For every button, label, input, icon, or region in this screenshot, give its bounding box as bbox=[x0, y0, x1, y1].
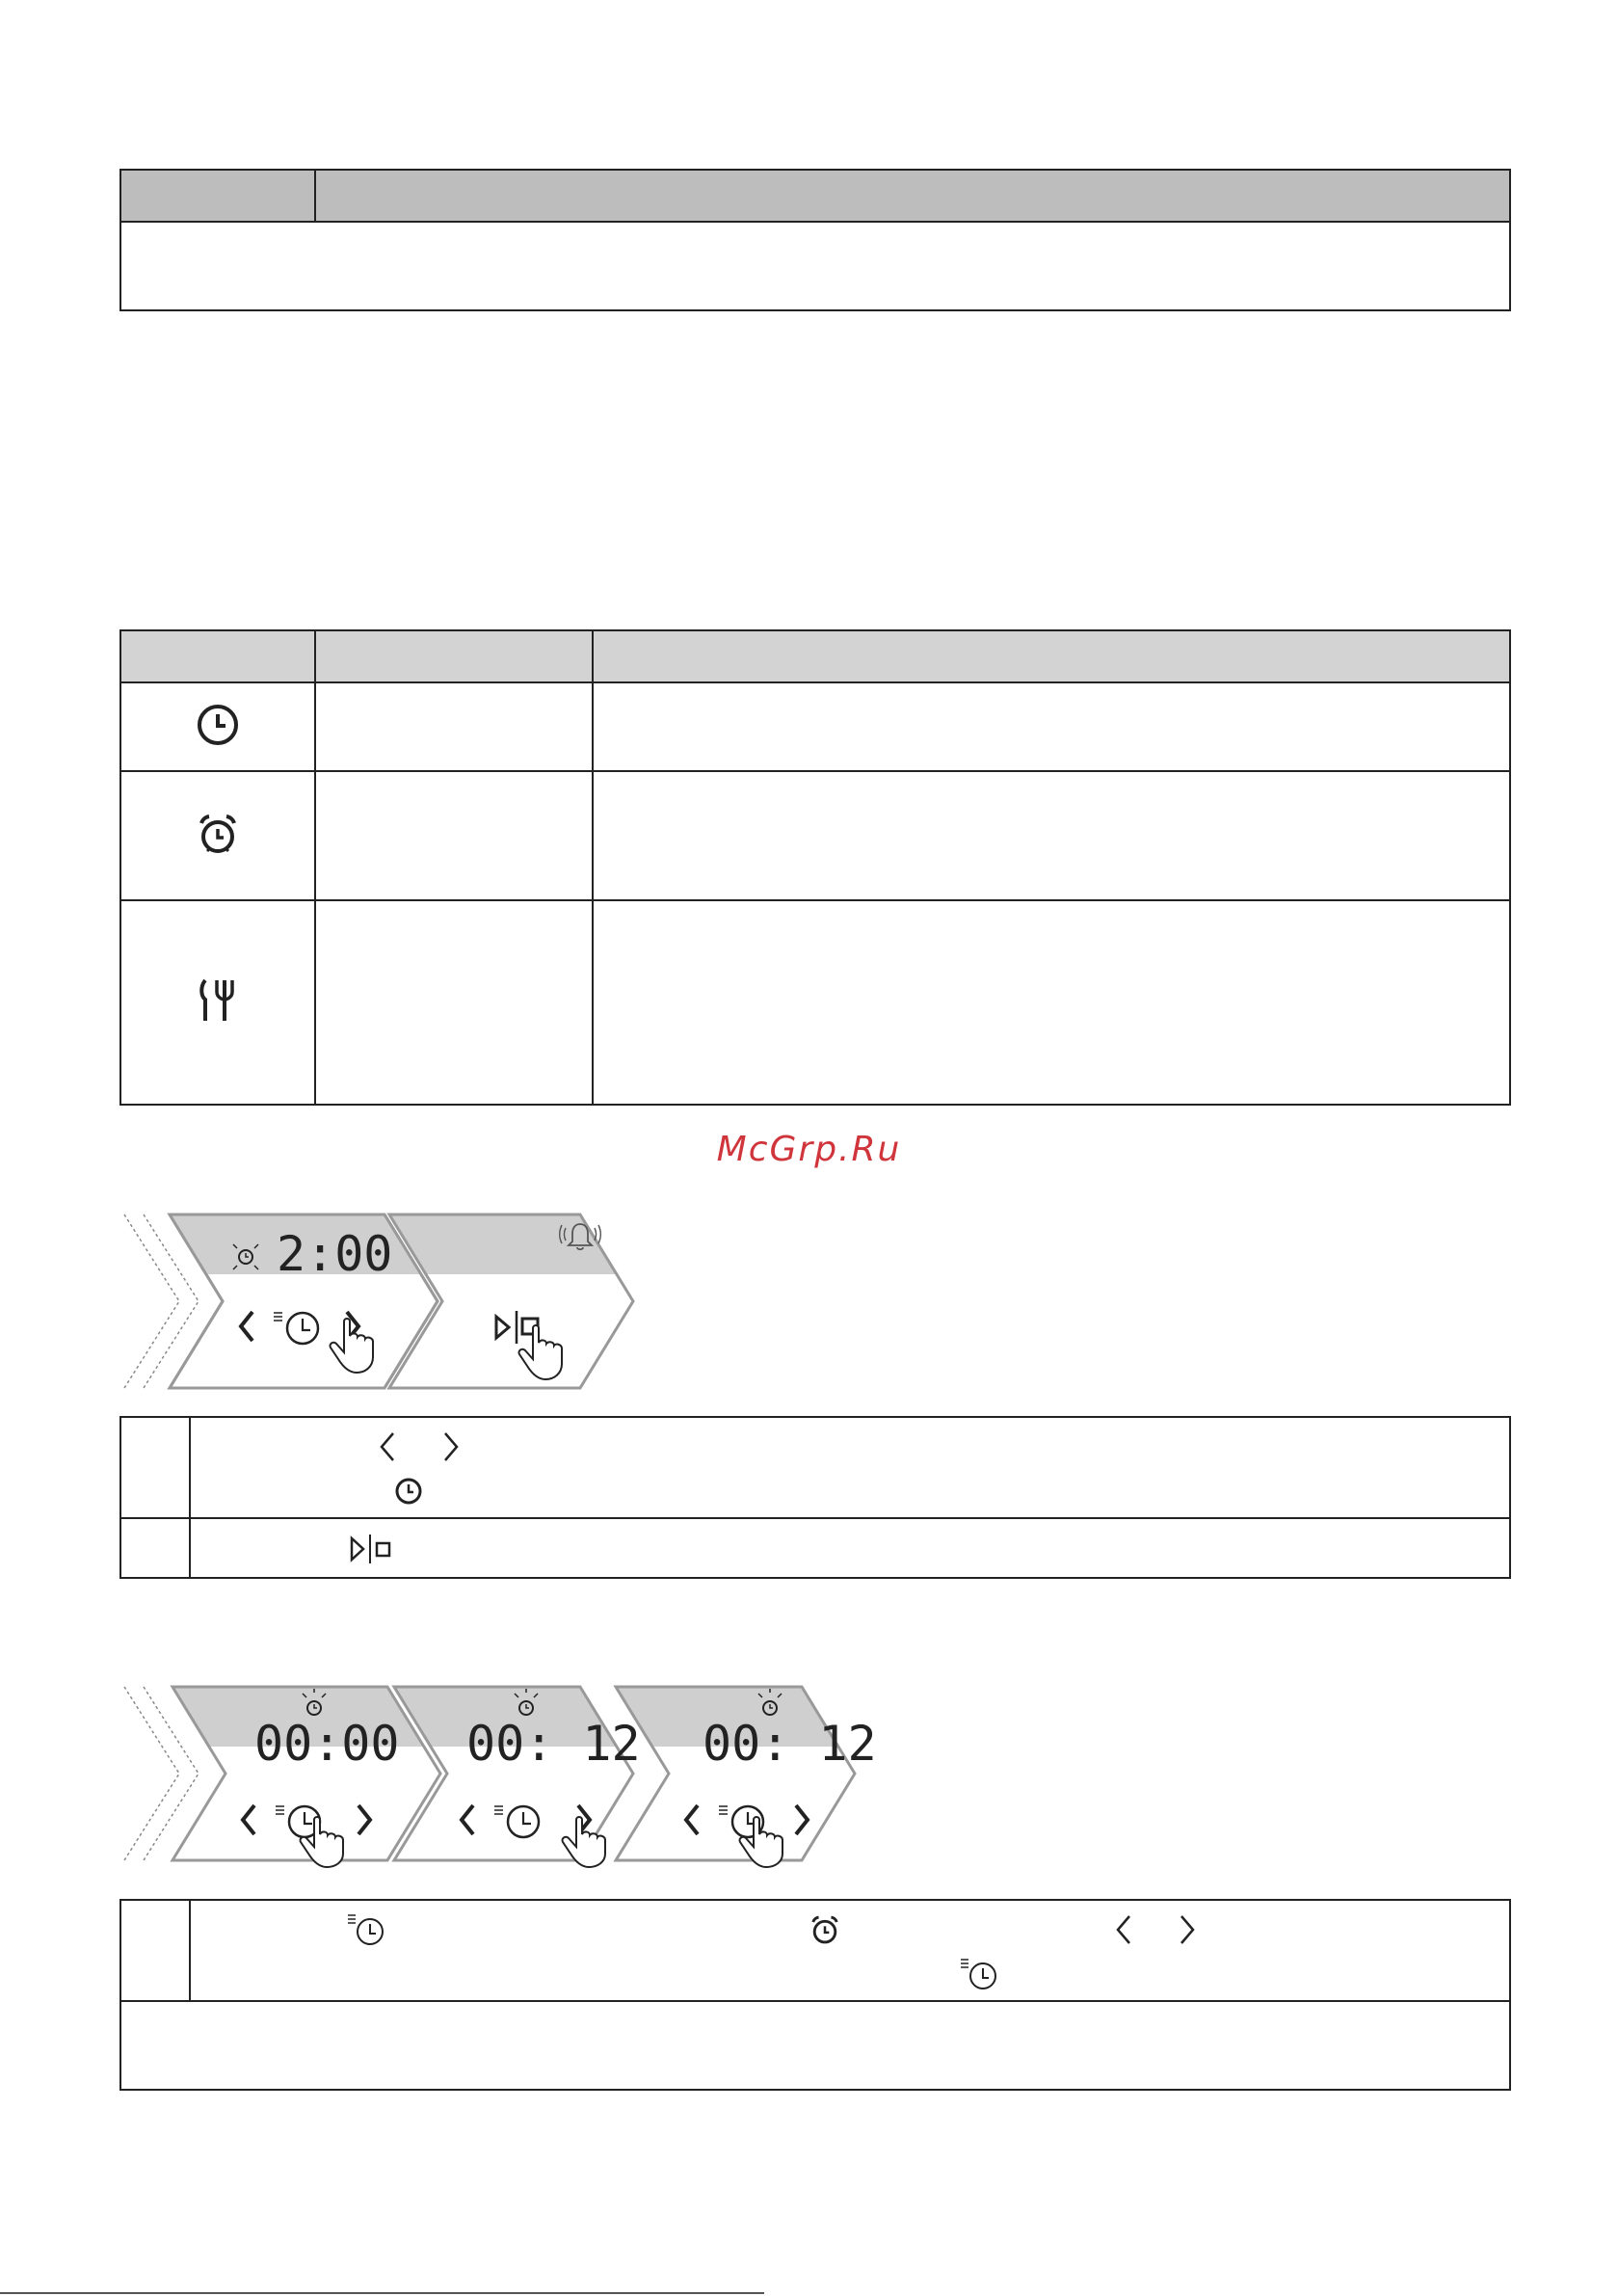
display-step-3-time: 00: 12 bbox=[703, 1716, 877, 1772]
timer-menu-icon bbox=[345, 1910, 387, 1949]
chevron-right-icon bbox=[439, 1429, 463, 1464]
table-3-step-2-number bbox=[120, 1518, 190, 1578]
table-4-step-1 bbox=[190, 1900, 1510, 2001]
watermark: McGrp.Ru bbox=[716, 1130, 902, 1169]
display-step-2-time: 00: 12 bbox=[466, 1716, 641, 1772]
cutlery-icon bbox=[194, 976, 242, 1025]
start-stop-icon bbox=[347, 1533, 395, 1565]
chevron-left-icon bbox=[1112, 1912, 1135, 1947]
illustration-2 bbox=[119, 1685, 890, 1868]
clock-icon bbox=[393, 1476, 424, 1507]
alarm-clock-icon bbox=[808, 1912, 842, 1947]
footer-rule bbox=[0, 2292, 764, 2294]
table-3-step-1 bbox=[190, 1417, 1510, 1518]
display-panel-step-1 bbox=[172, 1687, 440, 1867]
table-2-row-alarm bbox=[120, 771, 315, 900]
table-2-header-col3 bbox=[593, 630, 1510, 682]
clock-icon bbox=[194, 701, 242, 749]
display-step-1-time: 00:00 bbox=[254, 1716, 400, 1772]
table-2-header-col2 bbox=[315, 630, 593, 682]
table-3-step-1-number bbox=[120, 1417, 190, 1518]
table-3 bbox=[119, 1416, 1511, 1579]
table-4 bbox=[119, 1899, 1511, 2091]
timer-menu-icon bbox=[958, 1955, 1000, 1993]
illustration-1 bbox=[119, 1213, 669, 1396]
table-2-row-clock bbox=[120, 682, 315, 771]
alarm-clock-icon bbox=[194, 810, 242, 858]
display-panel-step-3 bbox=[616, 1687, 877, 1867]
chevron-right-icon bbox=[1176, 1912, 1199, 1947]
table-4-step-1-number bbox=[120, 1900, 190, 2001]
display-1-time: 2:00 bbox=[277, 1226, 393, 1282]
table-2 bbox=[119, 629, 1511, 1106]
table-1-row bbox=[120, 222, 1510, 310]
table-1 bbox=[119, 169, 1511, 311]
table-4-note bbox=[120, 2001, 1510, 2090]
table-2-row-cutlery bbox=[120, 900, 315, 1105]
chevron-left-icon bbox=[376, 1429, 399, 1464]
table-3-step-2 bbox=[190, 1518, 1510, 1578]
table-2-header-col1 bbox=[120, 630, 315, 682]
table-1-header-col2 bbox=[315, 170, 1510, 222]
table-1-header-col1 bbox=[120, 170, 315, 222]
